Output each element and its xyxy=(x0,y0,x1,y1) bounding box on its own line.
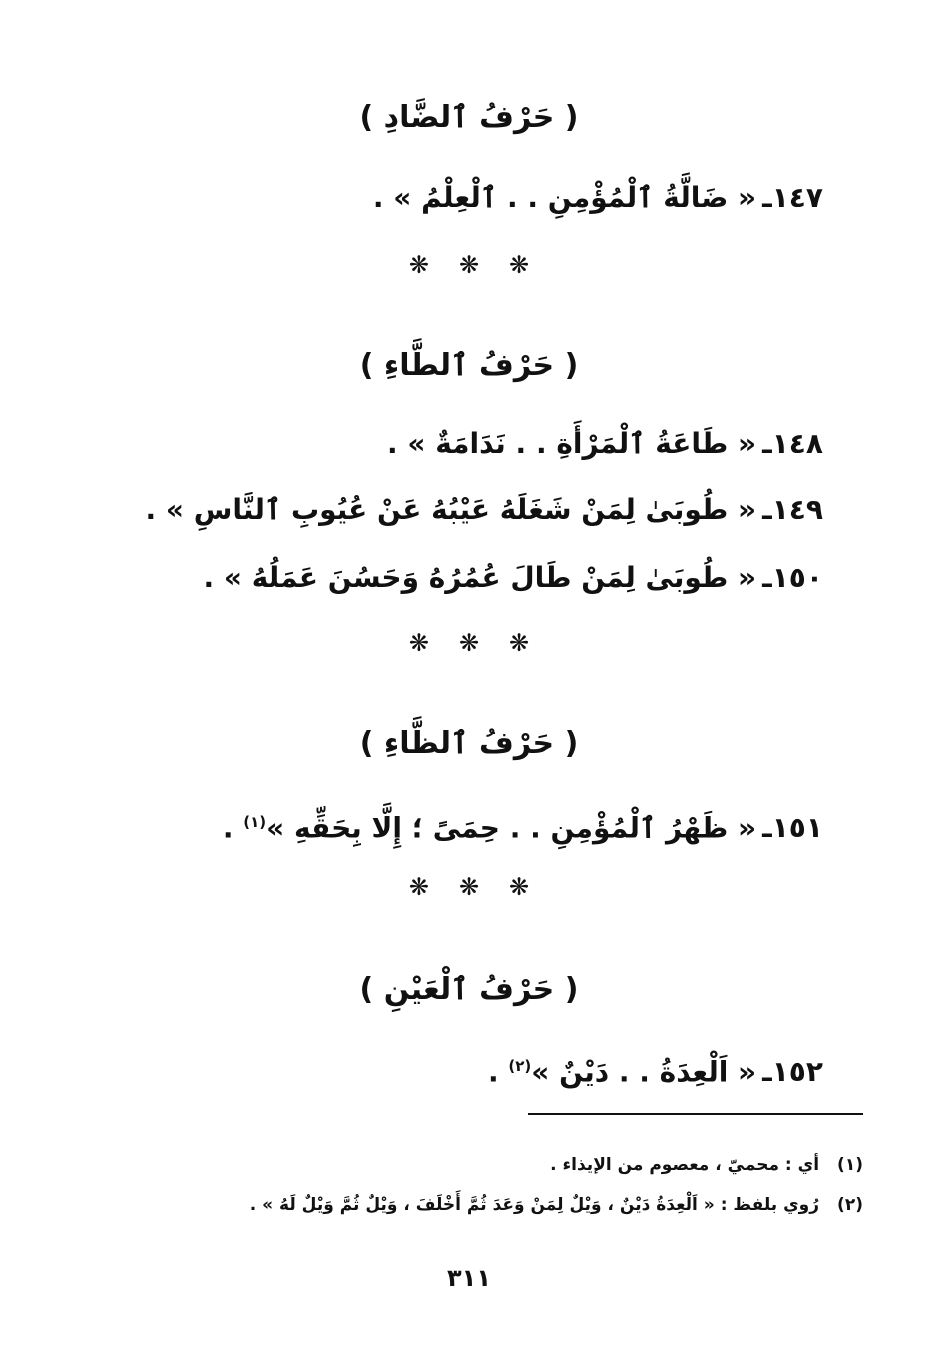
footnote-text: أي : محميّ ، معصوم من الإيذاء . xyxy=(550,1155,820,1175)
footnote-ref[interactable]: (٢) xyxy=(508,1057,532,1075)
section-separator xyxy=(0,250,938,280)
entry-151 xyxy=(103,800,823,850)
entry-number: ١٥١ـ xyxy=(762,811,823,845)
page-number: ٣١١ xyxy=(447,1264,491,1292)
entry-text: « طَاعَةُ ٱلْمَرْأَةِ . . نَدَامَةٌ » . xyxy=(386,427,757,460)
entry-150 xyxy=(103,556,823,600)
footnote-mark: (٢) xyxy=(837,1195,863,1215)
entry-end: . xyxy=(222,811,244,845)
asterism-icon: ❋ xyxy=(509,251,530,279)
entry-number: ١٥٠ـ xyxy=(762,561,823,594)
entry-149 xyxy=(103,488,823,532)
entry-number: ١٤٩ـ xyxy=(762,493,823,526)
entry-text: « طُوبَىٰ لِمَنْ طَالَ عُمُرُهُ وَحَسُنَ عَمَلُهُ » . xyxy=(203,561,757,594)
footnote-text: رُوي بلفظ : « اَلْعِدَةُ دَيْنٌ ، وَيْلٌ لِمَنْ وَعَدَ ثُمَّ أَخْلَفَ ، وَيْلٌ ثُمَّ وَيْلٌ لَهُ » . xyxy=(249,1195,820,1215)
asterism-icon: ❋ xyxy=(408,251,429,279)
section-heading-za: ( حَرْفُ ٱلظَّاءِ ) xyxy=(359,726,579,761)
entry-number: ١٥٢ـ xyxy=(762,1055,823,1089)
entry-text: « ظَهْرُ ٱلْمُؤْمِنِ . . حِمَىً ؛ إِلَّا بِحَقِّهِ » xyxy=(266,811,757,845)
entry-147 xyxy=(103,176,823,220)
entry-text: « اَلْعِدَةُ . . دَيْنٌ » xyxy=(531,1055,757,1089)
asterism-icon: ❋ xyxy=(458,251,480,279)
section-heading-dad: ( حَرْفُ ٱلضَّادِ ) xyxy=(359,100,579,135)
entry-148 xyxy=(103,422,823,466)
footnote-divider xyxy=(528,1113,863,1115)
section-separator xyxy=(0,628,938,658)
asterism-icon: ❋ xyxy=(408,873,429,901)
entry-number: ١٤٧ـ xyxy=(762,181,823,214)
asterism-icon: ❋ xyxy=(458,873,480,901)
entry-152 xyxy=(103,1044,823,1094)
footnote-mark: (١) xyxy=(837,1155,863,1175)
asterism-icon: ❋ xyxy=(458,629,480,657)
section-separator xyxy=(0,872,938,902)
entry-end: . xyxy=(487,1055,509,1089)
entry-number: ١٤٨ـ xyxy=(762,427,823,460)
footnote-1 xyxy=(63,1150,863,1180)
entry-text: « ضَالَّةُ ٱلْمُؤْمِنِ . . ٱلْعِلْمُ » . xyxy=(372,181,757,214)
footnote-ref[interactable]: (١) xyxy=(243,813,267,831)
section-heading-ayn: ( حَرْفُ ٱلْعَيْنِ ) xyxy=(359,972,579,1007)
entry-text: « طُوبَىٰ لِمَنْ شَغَلَهُ عَيْبُهُ عَنْ عُيُوبِ ٱلنَّاسِ » . xyxy=(145,493,757,526)
asterism-icon: ❋ xyxy=(408,629,429,657)
section-heading-ta: ( حَرْفُ ٱلطَّاءِ ) xyxy=(359,348,579,383)
asterism-icon: ❋ xyxy=(509,873,530,901)
asterism-icon: ❋ xyxy=(509,629,530,657)
footnote-2 xyxy=(63,1190,863,1220)
